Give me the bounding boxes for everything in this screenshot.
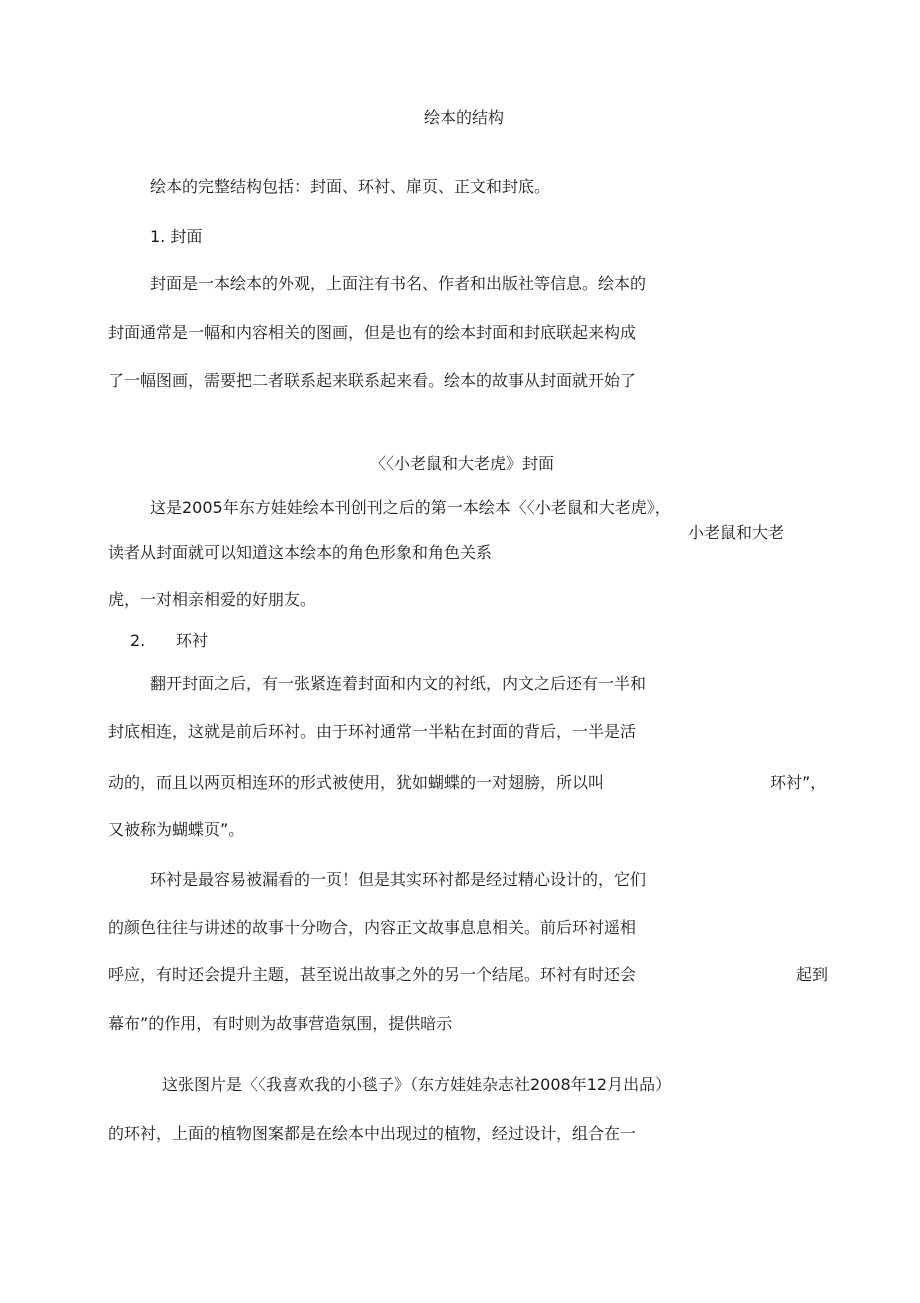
section-2-para-2-line-2: 的颜色往往与讲述的故事十分吻合，内容正文故事息息相关。前后环衬遥相	[108, 918, 637, 937]
section-1-para-1-line-2: 封面通常是一幅和内容相关的图画，但是也有的绘本封面和封底联起来构成	[108, 323, 637, 342]
cover-image-caption: 〈〈小老鼠和大老虎》封面	[370, 454, 555, 473]
section-1-para-1-line-3: 了一幅图画，需要把二者联系起来联系起来看。绘本的故事从封面就开始了	[108, 371, 637, 390]
section-2-para-3-line-1: 这张图片是〈〈我喜欢我的小毯子》（东方娃娃杂志社2008年12月出品）	[162, 1075, 672, 1094]
section-2-para-2-line-1: 环衬是最容易被漏看的一页！但是其实环衬都是经过精心设计的，它们	[150, 870, 647, 889]
section-1-para-2-line-3: 虎，一对相亲相爱的好朋友。	[108, 590, 317, 609]
section-2-para-1-line-4: 又被称为蝴蝶页”。	[108, 820, 245, 839]
section-1-heading: 1. 封面	[150, 227, 203, 246]
document-title: 绘本的结构	[424, 108, 505, 127]
section-1-para-2-line-1: 这是2005年东方娃娃绘本刊创刊之后的第一本绘本〈〈小老鼠和大老虎》，	[150, 498, 671, 517]
section-2-para-2-line-3: 呼应，有时还会提升主题，甚至说出故事之外的另一个结尾。环衬有时还会	[108, 965, 637, 984]
section-2-para-2-line-3-right: 起到	[796, 965, 829, 984]
section-2-heading-number: 2.	[130, 631, 146, 650]
section-2-para-2-line-4: 幕布”的作用，有时则为故事营造氛围，提供暗示	[108, 1014, 453, 1033]
section-2-para-1-line-3-right: 环衬”，	[770, 773, 827, 792]
section-1-para-2-line-2-right: 小老鼠和大老	[688, 523, 785, 542]
intro-paragraph: 绘本的完整结构包括：封面、环衬、扉页、正文和封底。	[150, 177, 551, 196]
section-2-heading: 环衬	[176, 631, 209, 650]
section-2-para-1-line-3: 动的，而且以两页相连环的形式被使用，犹如蝴蝶的一对翅膀，所以叫	[108, 773, 605, 792]
section-2-para-1-line-2: 封底相连，这就是前后环衬。由于环衬通常一半粘在封面的背后，一半是活	[108, 722, 637, 741]
section-1-para-2-line-2: 读者从封面就可以知道这本绘本的角色形象和角色关系	[108, 543, 493, 562]
section-1-para-1-line-1: 封面是一本绘本的外观，上面注有书名、作者和出版社等信息。绘本的	[150, 274, 647, 293]
section-2-para-3-line-2: 的环衬，上面的植物图案都是在绘本中出现过的植物，经过设计，组合在一	[108, 1124, 637, 1143]
section-2-para-1-line-1: 翻开封面之后，有一张紧连着封面和内文的衬纸，内文之后还有一半和	[150, 674, 647, 693]
